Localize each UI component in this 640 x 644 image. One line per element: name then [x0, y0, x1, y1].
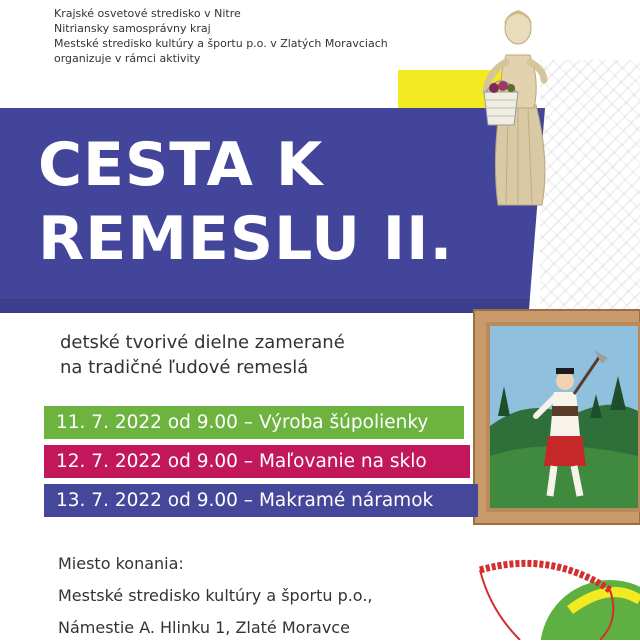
- event-2: 12. 7. 2022 od 9.00 – Maľovanie na sklo: [44, 445, 470, 478]
- venue-info: [58, 548, 372, 644]
- macrame-bracelet-icon: [460, 540, 640, 640]
- subtitle: [60, 330, 345, 380]
- event-1: 11. 7. 2022 od 9.00 – Výroba šúpolienky: [44, 406, 464, 439]
- organizer-line: Mestské stredisko kultúry a športu p.o. v Zlatých Moravciach: [54, 37, 388, 50]
- subtitle-line: na tradičné ľudové remeslá: [60, 357, 309, 378]
- venue-line: Mestské stredisko kultúry a športu p.o.,: [58, 586, 373, 605]
- venue-line: Námestie A. Hlinku 1, Zlaté Moravce: [58, 618, 350, 637]
- organizer-line: Nitriansky samosprávny kraj: [54, 22, 211, 35]
- page-title: CESTA K REMESLU II.: [38, 130, 454, 274]
- corn-husk-doll-icon: [470, 0, 560, 210]
- subtitle-line: detské tvorivé dielne zamerané: [60, 332, 345, 353]
- venue-label: Miesto konania:: [58, 554, 184, 573]
- organizer-line: organizuje v rámci aktivity: [54, 52, 201, 65]
- event-3: 13. 7. 2022 od 9.00 – Makramé náramok: [44, 484, 478, 517]
- organizers-text: [54, 6, 388, 66]
- organizer-line: Krajské osvetové stredisko v Nitre: [54, 7, 241, 20]
- glass-painting-icon: [470, 306, 640, 526]
